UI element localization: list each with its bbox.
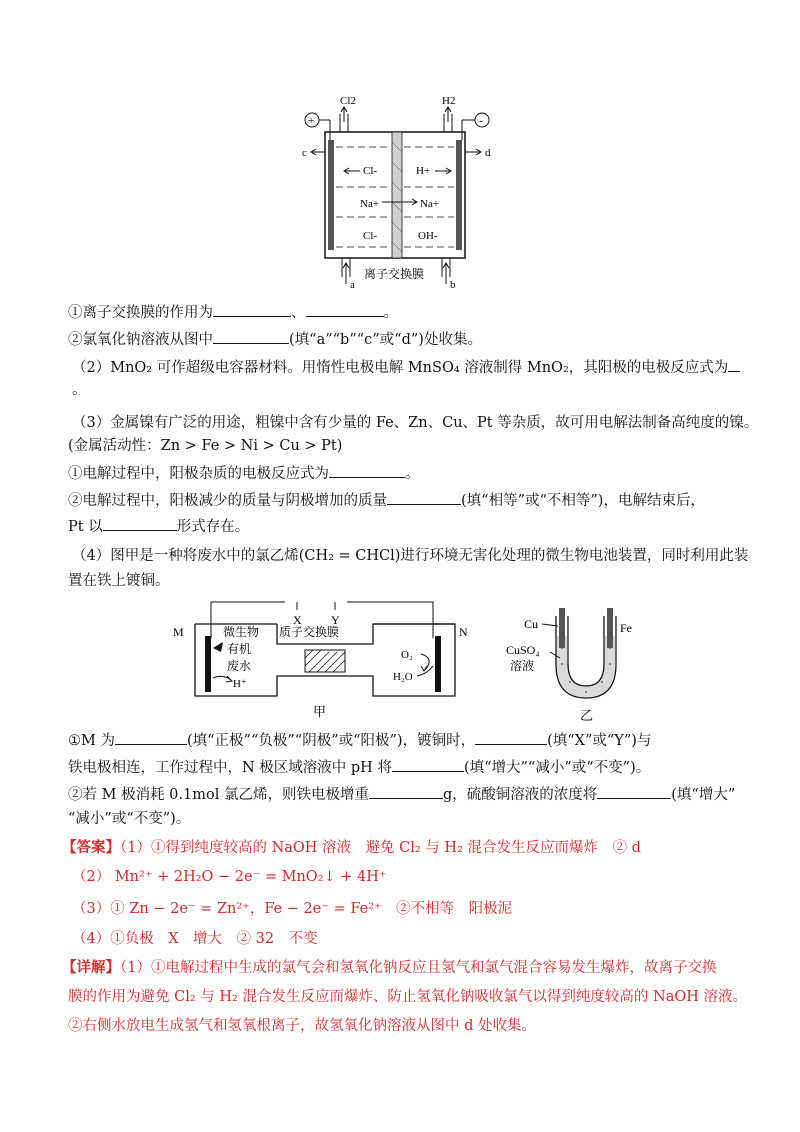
microbial-cell-diagram — [165, 596, 485, 720]
answer-2: （2） Mn²⁺ + 2H₂O − 2e⁻ = MnO₂↓ + 4H⁺ — [72, 869, 387, 885]
detail-1: 【详解】（1）①电解过程中生成的氯气会和氢氧化钠反应且氢气和氯气混合容易发生爆炸，故离子交换 — [62, 959, 717, 976]
q3-activity: (金属活动性：Zn > Fe > Ni > Cu > Pt) — [68, 438, 343, 454]
h-ion: H+ — [416, 165, 431, 177]
q4-sub1-cont: 铁电极相连，工作过程中，N 极区域溶液中 pH 将 (填“增大”“减小”或“不变”)。 — [68, 757, 650, 778]
h2o-label: H₂O — [393, 671, 413, 683]
o2-label: O₂ — [401, 649, 413, 661]
cuso4-label: CuSO₄ — [506, 643, 540, 657]
answer-tag: 【答案】 — [62, 839, 120, 856]
q4-sub1: ①M 为 (填“正极”“负极”“阴极”或“阳极”)，镀铜时， (填“X”或“Y”)与 — [68, 730, 651, 751]
h2-label: H2 — [442, 95, 456, 107]
cl-ion-bottom: Cl- — [363, 230, 378, 242]
electrolysis-cell-diagram — [290, 92, 520, 292]
a-label: a — [350, 279, 355, 291]
q2-end: 。 — [72, 382, 87, 398]
answer-4: （4）①负极 X 增大 ② 32 不变 — [72, 931, 318, 947]
m-electrode-label: M — [173, 625, 184, 639]
n-electrode-label: N — [459, 625, 468, 639]
q2: （2）MnO₂ 可作超级电容器材料。用惰性电极电解 MnSO₄ 溶液制得 MnO₂，其阳极的电极反应式为 — [72, 357, 740, 378]
jia-caption: 甲 — [313, 704, 327, 719]
na-ion-left: Na+ — [360, 198, 380, 210]
plus-sign: + — [308, 115, 315, 127]
membrane-label: 离子交换膜 — [364, 267, 425, 281]
fe-label: Fe — [620, 621, 632, 635]
q4-sub2-cont: “减小”或“不变”)。 — [68, 811, 191, 827]
b-label: b — [450, 279, 456, 291]
y-terminal: Y — [331, 613, 340, 627]
u-tube-diagram — [500, 602, 640, 724]
q4-intro-1: （4）图甲是一种将废水中的氯乙烯(CH₂ = CHCl)进行环境无害化处理的微生物电池装置，同时利用此装 — [72, 548, 749, 564]
q3-intro: （3）金属镍有广泛的用途，粗镍中含有少量的 Fe、Zn、Cu、Pt 等杂质，故可用电解法制备高纯度的镍。 — [72, 415, 759, 431]
q3-sub2-cont: Pt 以 形式存在。 — [68, 516, 249, 537]
q1-2: ②氯氧化钠溶液从图中 (填“a”“b”“c”或“d”)处收集。 — [68, 329, 482, 350]
h-ion-label: H⁺ — [233, 678, 247, 690]
q4-sub2: ②若 M 极消耗 0.1mol 氯乙烯，则铁电极增重 g，硫酸铜溶液的浓度将 (填“增大” — [68, 784, 735, 805]
answer-3: （3）① Zn − 2e⁻ = Zn²⁺，Fe − 2e⁻ = Fe²⁺ ②不相等 阳极泥 — [72, 901, 513, 917]
yi-caption: 乙 — [580, 708, 594, 723]
detail-tag: 【详解】 — [62, 959, 120, 976]
organic-label: 有机 — [227, 642, 252, 656]
answer-1: 【答案】（1）①得到纯度较高的 NaOH 溶液 避免 Cl₂ 与 H₂ 混合发生反应而爆炸 ② d — [62, 839, 641, 856]
q3-sub2: ②电解过程中，阳极减少的质量与阴极增加的质量 (填“相等”或“不相等”)，电解结束后， — [68, 490, 705, 511]
d-label: d — [485, 147, 491, 159]
cl2-label: Cl2 — [340, 95, 356, 107]
cu-label: Cu — [524, 617, 539, 631]
q1-1: ①离子交换膜的作用为 、 。 — [68, 302, 398, 323]
q4-intro-2: 置在铁上镀铜。 — [68, 573, 170, 589]
waste-label: 废水 — [227, 659, 252, 673]
microbe-label: 微生物 — [223, 625, 260, 639]
detail-2: 膜的作用为避免 Cl₂ 与 H₂ 混合发生反应而爆炸、防止氢氧化钠吸收氯气以得到纯度较高的 NaOH 溶液。 — [68, 989, 748, 1005]
solution-label: 溶液 — [510, 659, 535, 673]
oh-ion: OH- — [418, 230, 438, 242]
proton-membrane-label: 质子交换膜 — [279, 625, 340, 639]
minus-sign: - — [479, 115, 483, 127]
q3-sub1: ①电解过程中，阳极杂质的电极反应式为 。 — [68, 463, 420, 484]
c-label: c — [302, 147, 307, 159]
na-ion-right: Na+ — [420, 198, 440, 210]
cl-ion-top: Cl- — [363, 165, 378, 177]
x-terminal: X — [293, 613, 302, 627]
detail-3: ②右侧水放电生成氢气和氢氧根离子，故氢氧化钠溶液从图中 d 处收集。 — [68, 1018, 536, 1034]
